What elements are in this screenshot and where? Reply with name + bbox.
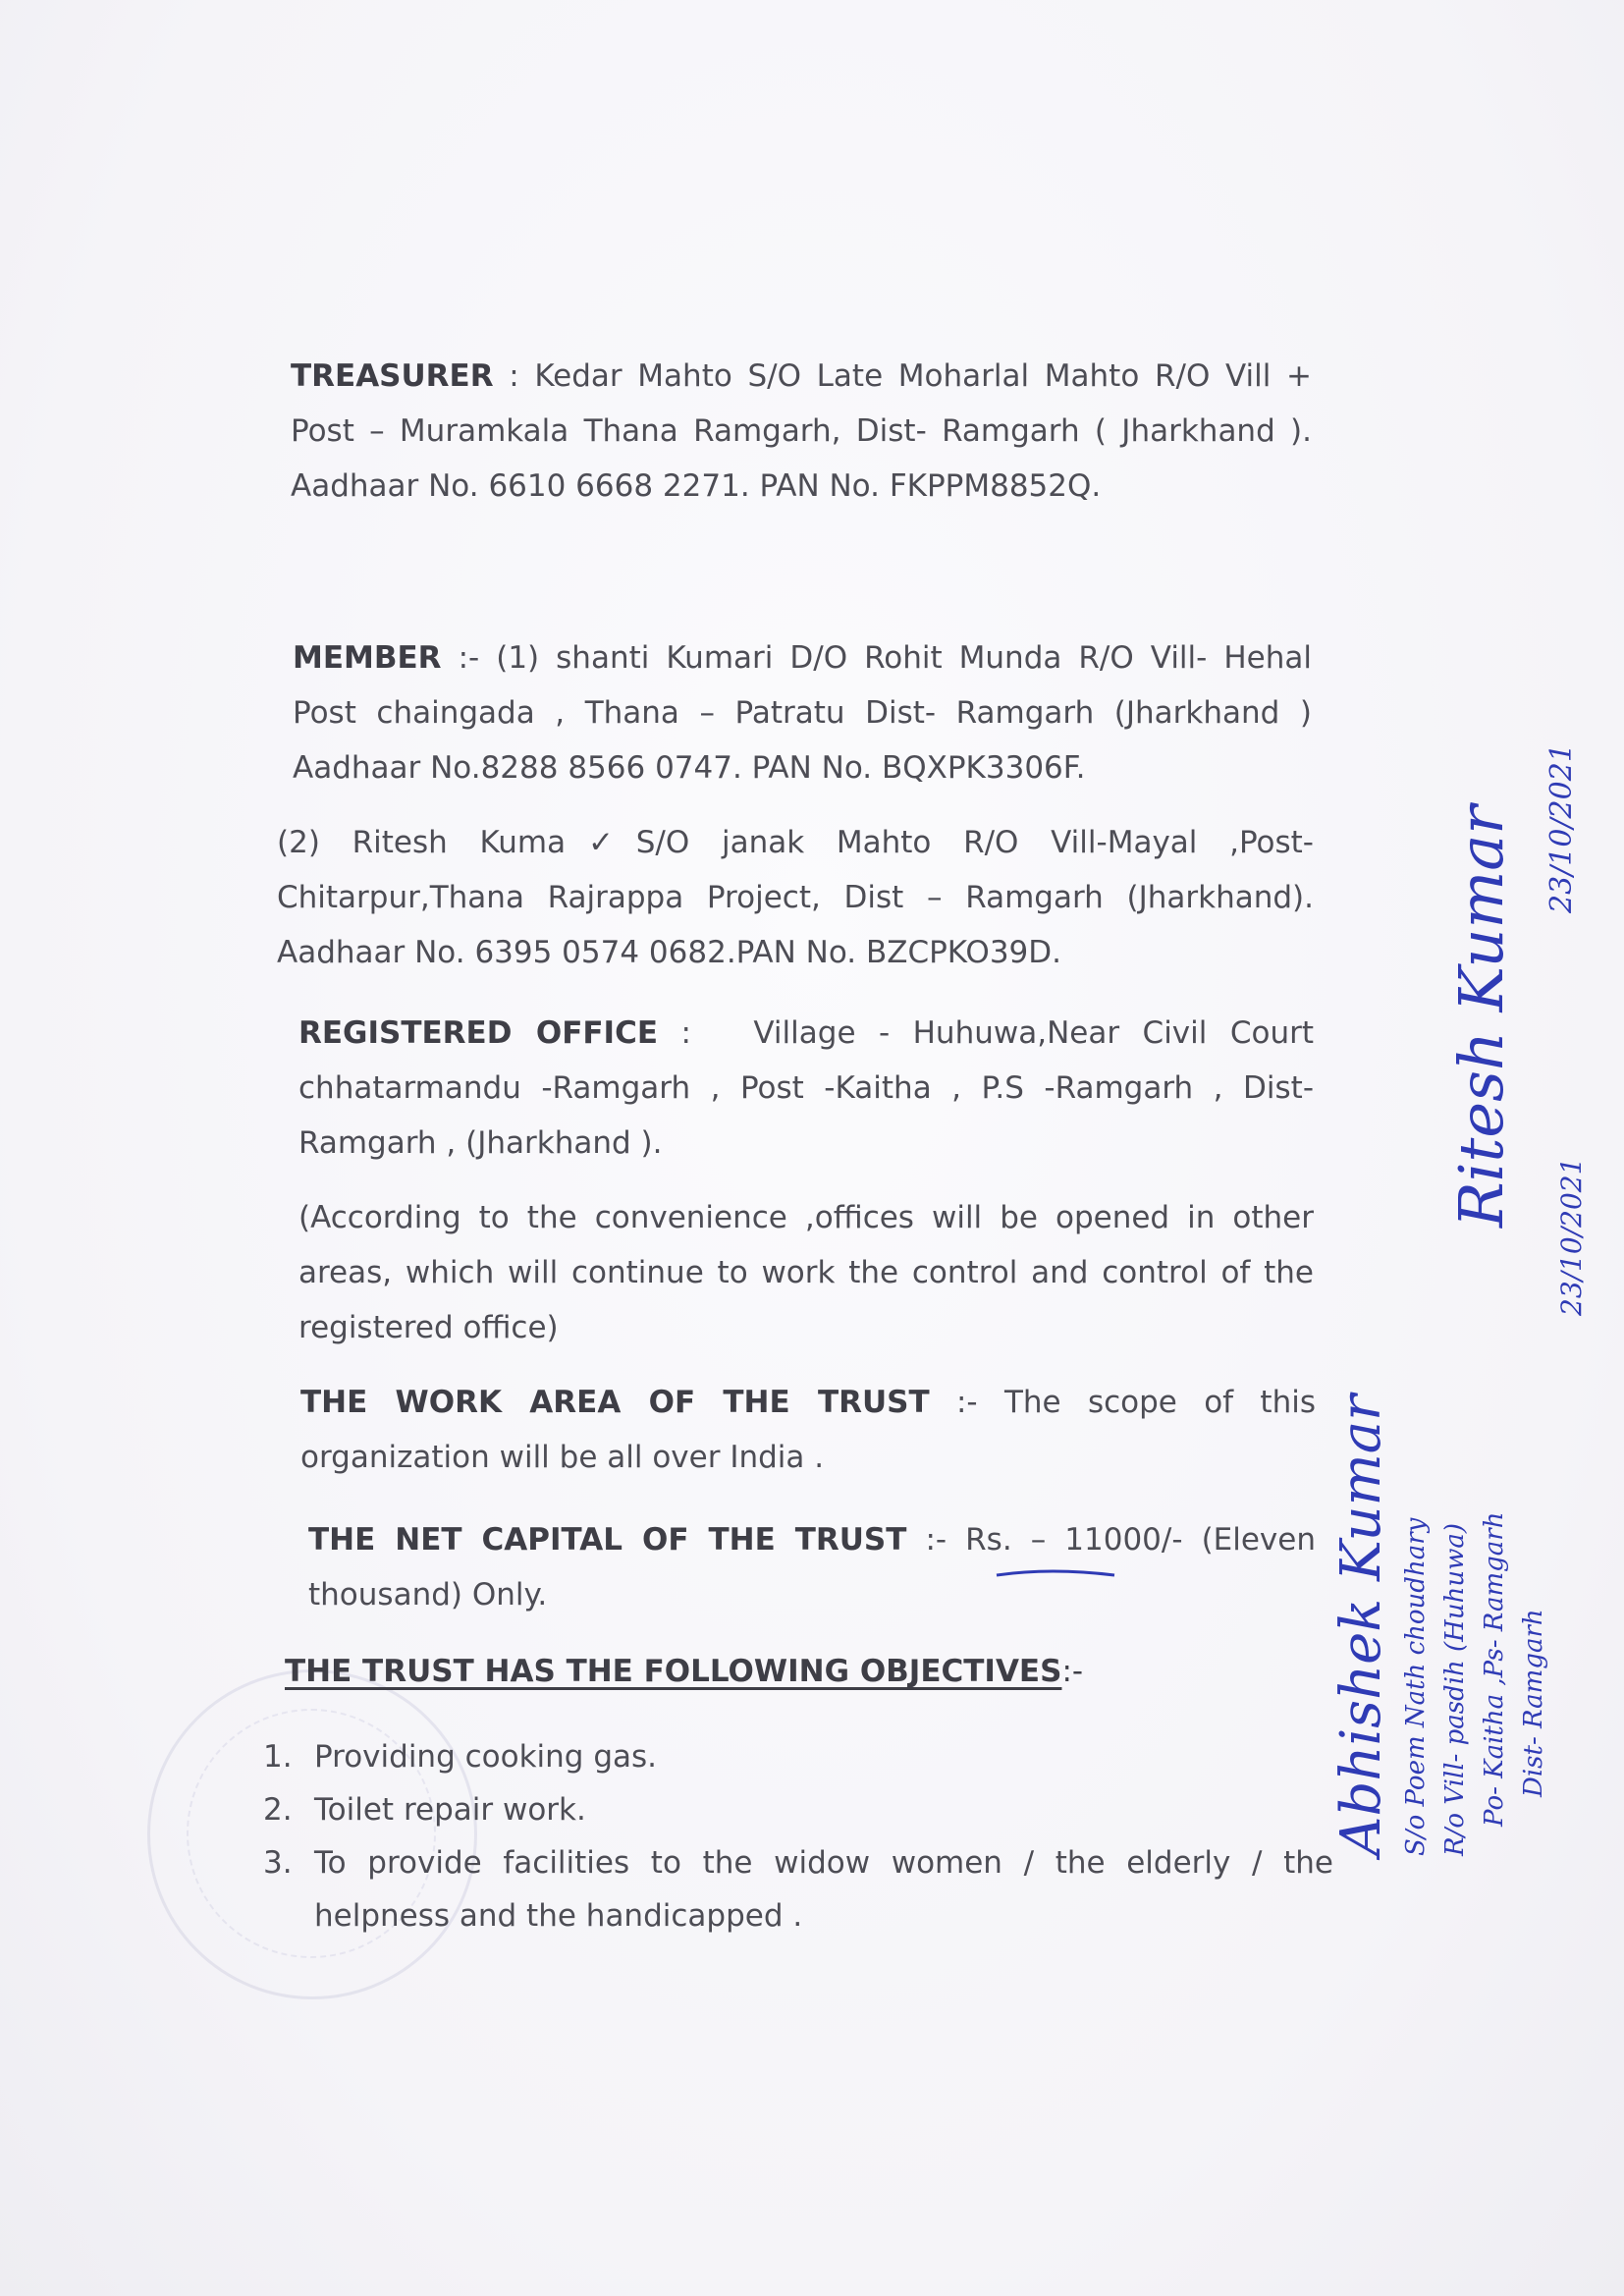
handwritten-underline-mark <box>992 1563 1119 1583</box>
member-2-paragraph <box>277 815 1314 980</box>
list-item <box>263 1783 1333 1836</box>
objectives-heading-text: THE TRUST HAS THE FOLLOWING OBJECTIVES <box>285 1654 1062 1689</box>
treasurer-paragraph <box>291 349 1312 514</box>
signature-address-line-3: Po- Kaitha ,Ps- Ramgarh <box>1480 1511 1509 1827</box>
registered-office-label: REGISTERED OFFICE <box>298 1015 659 1051</box>
signature-1: Ritesh Kumar <box>1445 805 1517 1228</box>
signature-name-2: Abhishek Kumar <box>1329 1394 1393 1856</box>
member-2-text: (2) Ritesh Kuma✓S/O janak Mahto R/O Vill-Mayal ,Post-Chitarpur,Thana Rajrappa Project, Dist – Ramgarh (Jharkhand). Aadhaar No. 6395 0574 0682.PAN No. BZCPKO39D. <box>277 825 1314 970</box>
list-item-text: Toilet repair work. <box>314 1792 586 1828</box>
work-area-label: THE WORK AREA OF THE TRUST <box>300 1385 930 1420</box>
member-1-paragraph <box>293 630 1312 795</box>
treasurer-separator: : <box>493 358 535 394</box>
member-separator: :- <box>441 640 497 676</box>
registered-office-separator: : <box>658 1015 715 1051</box>
list-item <box>263 1836 1333 1942</box>
objectives-heading <box>285 1654 1083 1689</box>
net-capital-label: THE NET CAPITAL OF THE TRUST <box>308 1522 907 1558</box>
signature-address-line-2: R/o Vill- pasdih (Huhuwa) <box>1440 1523 1470 1856</box>
list-item-text: To provide facilities to the widow women / the elderly / the helpness and the handicapped . <box>314 1845 1333 1934</box>
treasurer-text: Kedar Mahto S/O Late Moharlal Mahto R/O Vill + Post – Muramkala Thana Ramgarh, Dist- Ramgarh ( Jharkhand ). Aadhaar No. 6610 6668 2271. PAN No. FKPPM8852Q. <box>291 358 1312 504</box>
member-1-text: (1) shanti Kumari D/O Rohit Munda R/O Vill- Hehal Post chaingada , Thana – Patratu Dist- Ramgarh (Jharkhand ) Aadhaar No.8288 8566 0747. PAN No. BQXPK3306F. <box>293 640 1312 786</box>
list-item-number: 1. <box>263 1739 293 1775</box>
handwritten-signatures <box>1306 550 1600 1925</box>
list-item-text: Providing cooking gas. <box>314 1739 658 1775</box>
signature-address-line-4: Dist- Ramgarh <box>1519 1609 1548 1797</box>
net-capital-paragraph <box>308 1512 1316 1622</box>
signature-address-line-1: S/o Poem Nath choudhary <box>1401 1517 1431 1856</box>
treasurer-label: TREASURER <box>291 358 494 394</box>
list-item <box>263 1730 1333 1783</box>
registered-office-note-text: (According to the convenience ,offices will be opened in other areas, which will continue to work the control and control of the registered office) <box>298 1200 1314 1345</box>
list-item-number: 2. <box>263 1792 293 1828</box>
registered-office-text: Village - Huhuwa,Near Civil Court chhatarmandu -Ramgarh , Post -Kaitha , P.S -Ramgarh , Dist-Ramgarh , (Jharkhand ). <box>298 1015 1314 1161</box>
signature-date-2: 23/10/2021 <box>1555 1157 1588 1316</box>
member-label: MEMBER <box>293 640 442 676</box>
work-area-text: :- The scope of this organization will be all over India . <box>300 1385 1316 1475</box>
work-area-paragraph <box>300 1375 1316 1485</box>
objectives-list <box>263 1730 1333 1942</box>
registered-office-paragraph <box>298 1006 1314 1171</box>
list-item-number: 3. <box>263 1845 293 1881</box>
registered-office-note <box>298 1190 1314 1355</box>
objectives-heading-suffix: :- <box>1061 1654 1084 1689</box>
signature-date-1: 23/10/2021 <box>1544 743 1579 913</box>
net-capital-text: :- Rs. – 11000/- (Eleven thousand) Only. <box>308 1522 1316 1613</box>
